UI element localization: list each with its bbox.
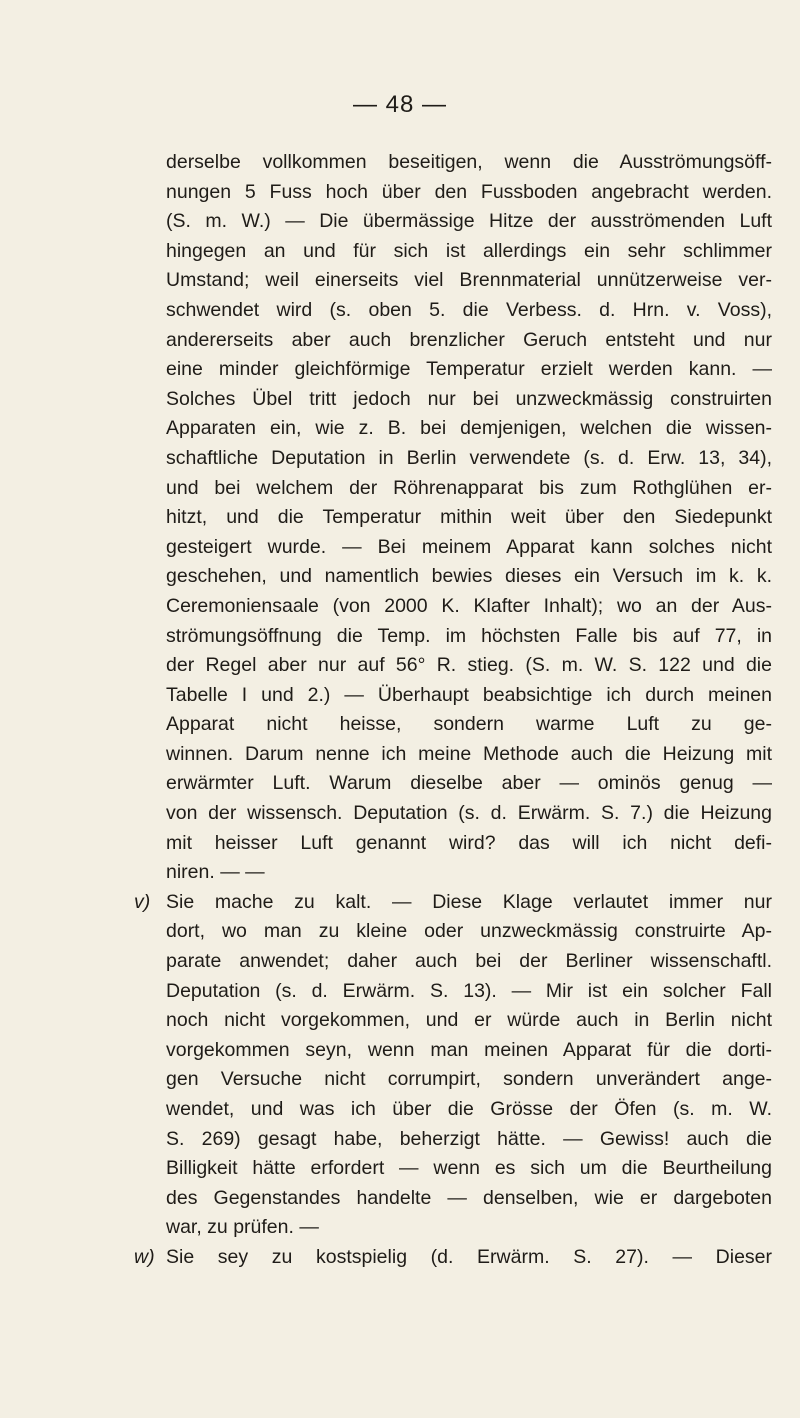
text-line: geschehen, und namentlich bewies dieses ein Versuch im k. k.	[166, 565, 772, 588]
text-line: gen Versuche nicht corrumpirt, sondern unverändert ange-	[166, 1068, 772, 1091]
text-line: vorgekommen seyn, wenn man meinen Apparat für die dorti-	[166, 1038, 772, 1061]
text-line: mit heisser Luft genannt wird? das will ich nicht defi-	[166, 831, 772, 854]
list-item-w	[134, 1243, 772, 1273]
text-line: wendet, und was ich über die Grösse der Öfen (s. m. W.	[166, 1098, 772, 1120]
text-line: parate anwendet; daher auch bei der Berliner wissenschaftl.	[166, 950, 772, 973]
text-line: gesteigert wurde. — Bei meinem Apparat kann solches nicht	[166, 535, 772, 558]
text-line: niren. — —	[166, 861, 265, 884]
text-line: schwendet wird (s. oben 5. die Verbess. d. Hrn. v. Voss),	[166, 298, 772, 321]
paragraph-continued	[166, 148, 772, 888]
text-line: von der wissensch. Deputation (s. d. Erwärm. S. 7.) die Heizung	[166, 802, 772, 825]
text-line: winnen. Darum nenne ich meine Methode auch die Heizung mit	[166, 742, 772, 765]
list-marker: v)	[134, 890, 151, 913]
text-line: Deputation (s. d. Erwärm. S. 13). — Mir ist ein solcher Fall	[166, 979, 772, 1002]
text-line: schaftliche Deputation in Berlin verwendete (s. d. Erw. 13, 34),	[166, 446, 772, 469]
text-line: war, zu prüfen. —	[166, 1216, 319, 1239]
text-line: Solches Übel tritt jedoch nur bei unzweckmässig construirten	[166, 387, 772, 410]
page-body	[134, 148, 772, 1273]
page-number: — 48 —	[352, 91, 448, 118]
text-line: Umstand; weil einerseits viel Brennmaterial unnützerweise ver-	[166, 269, 772, 292]
text-line: nungen 5 Fuss hoch über den Fussboden angebracht werden.	[166, 180, 772, 203]
text-line: der Regel aber nur auf 56° R. stieg. (S. m. W. S. 122 und die	[166, 654, 772, 677]
text-line: Apparat nicht heisse, sondern warme Luft zu ge-	[166, 713, 772, 736]
text-line: hitzt, und die Temperatur mithin weit über den Siedepunkt	[166, 506, 772, 529]
text-line: derselbe vollkommen beseitigen, wenn die Ausströmungsöff-	[166, 151, 772, 173]
text-line: eine minder gleichförmige Temperatur erzielt werden kann. —	[166, 358, 772, 381]
text-line: strömungsöffnung die Temp. im höchsten Falle bis auf 77, in	[166, 624, 772, 647]
text-line: andererseits aber auch brenzlicher Geruch entsteht und nur	[166, 328, 772, 351]
text-line: dort, wo man zu kleine oder unzweckmässig construirte Ap-	[166, 920, 772, 943]
text-line: Billigkeit hätte erfordert — wenn es sich um die Beurtheilung	[166, 1157, 772, 1180]
list-marker: w)	[134, 1245, 155, 1268]
text-line: Apparaten ein, wie z. B. bei demjenigen, welchen die wissen-	[166, 417, 772, 440]
text-line: (S. m. W.) — Die übermässige Hitze der ausströmenden Luft	[166, 210, 772, 233]
text-line: und bei welchem der Röhrenapparat bis zum Rothglühen er-	[166, 476, 772, 499]
text-line: des Gegenstandes handelte — denselben, wie er dargeboten	[166, 1186, 772, 1209]
text-line: hingegen an und für sich ist allerdings ein sehr schlimmer	[166, 239, 772, 262]
list-item-v	[134, 888, 772, 1243]
text-line: Sie sey zu kostspielig (d. Erwärm. S. 27). — Dieser	[166, 1245, 772, 1268]
text-line: noch nicht vorgekommen, und er würde auch in Berlin nicht	[166, 1009, 772, 1032]
text-line: erwärmter Luft. Warum dieselbe aber — ominös genug —	[166, 772, 772, 795]
text-line: S. 269) gesagt habe, beherzigt hätte. — Gewiss! auch die	[166, 1127, 772, 1150]
text-line: Ceremoniensaale (von 2000 K. Klafter Inhalt); wo an der Aus-	[166, 594, 772, 617]
text-line: Sie mache zu kalt. — Diese Klage verlautet immer nur	[166, 890, 772, 913]
text-line: Tabelle I und 2.) — Überhaupt beabsichtige ich durch meinen	[166, 683, 772, 706]
